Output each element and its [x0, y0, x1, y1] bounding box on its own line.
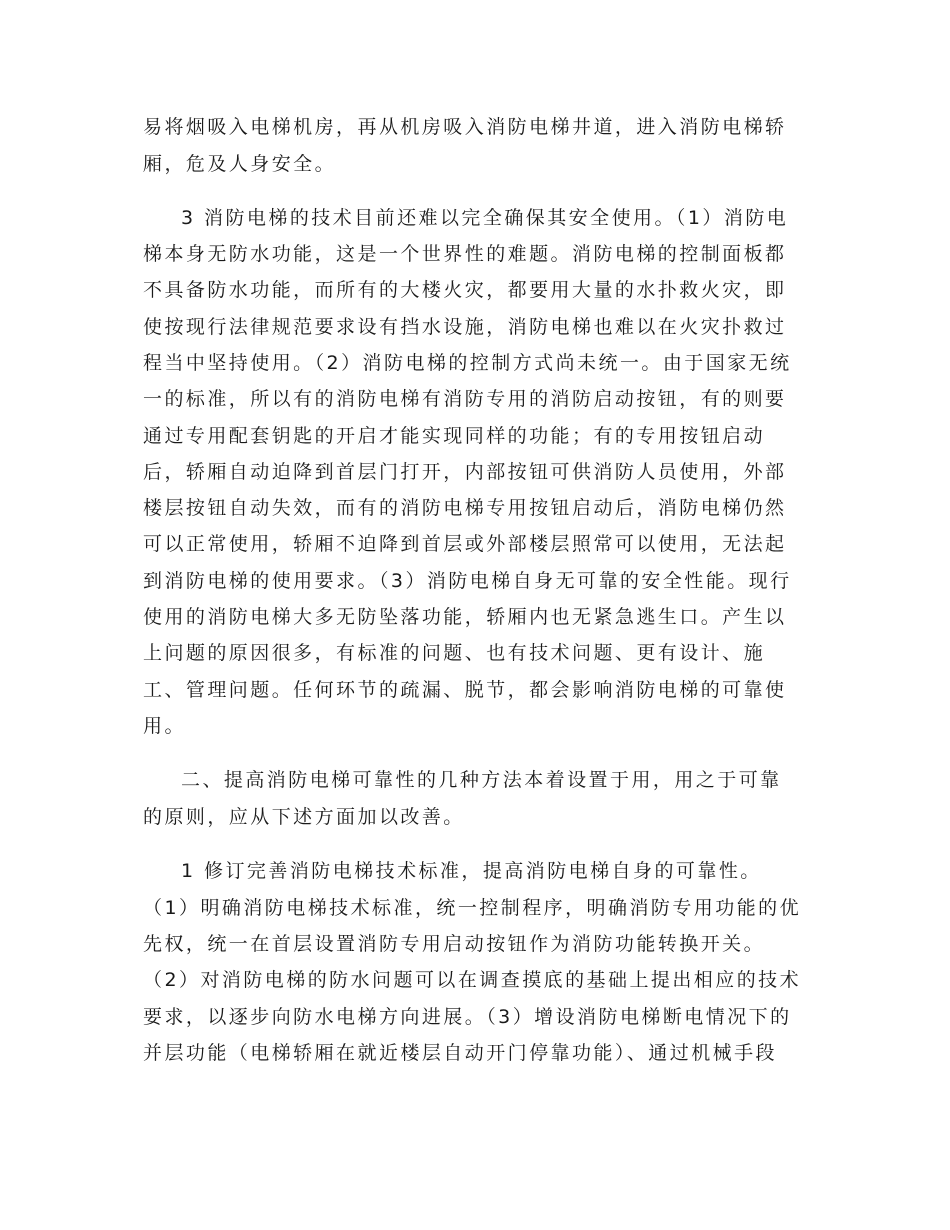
text-line: 先权，统一在首层设置消防专用启动按钮作为消防功能转换开关。 — [143, 933, 766, 955]
text-line: 二、提高消防电梯可靠性的几种方法本着设置于用，用之于可靠 — [181, 769, 782, 791]
text-line: 梯本身无防水功能，这是一个世界性的难题。消防电梯的控制面板都 — [143, 243, 787, 265]
text-line: 不具备防水功能，而所有的大楼火灾，都要用大量的水扑救火灾，即 — [143, 279, 787, 301]
text-line: 1 修订完善消防电梯技术标准，提高消防电梯自身的可靠性。 — [181, 860, 762, 882]
text-line: 后，轿厢自动迫降到首层门打开，内部按钮可供消防人员使用，外部 — [143, 461, 787, 483]
text-line: 并层功能（电梯轿厢在就近楼层自动开门停靠功能）、通过机械手段 — [143, 1042, 778, 1064]
text-line: 到消防电梯的使用要求。（3）消防电梯自身无可靠的安全性能。现行 — [143, 570, 792, 592]
text-line: 3 消防电梯的技术目前还难以完全确保其安全使用。（1）消防电 — [181, 207, 789, 229]
text-line: 可以正常使用，轿厢不迫降到首层或外部楼层照常可以使用，无法起 — [143, 533, 787, 555]
text-line: 程当中坚持使用。（2）消防电梯的控制方式尚未统一。由于国家无统 — [143, 352, 792, 374]
text-line: （1）明确消防电梯技术标准，统一控制程序，明确消防专用功能的优 — [143, 897, 802, 919]
text-line: 易将烟吸入电梯机房，再从机房吸入消防电梯井道，进入消防电梯轿 — [143, 116, 787, 138]
text-line: 一的标准，所以有的消防电梯有消防专用的消防启动按钮，有的则要 — [143, 388, 787, 410]
text-line: 上问题的原因很多，有标准的问题、也有技术问题、更有设计、施 — [143, 642, 766, 664]
text-line: 用。 — [143, 715, 186, 737]
text-line: 厢，危及人身安全。 — [143, 153, 337, 175]
text-line: 楼层按钮自动失效，而有的消防电梯专用按钮启动后，消防电梯仍然 — [143, 497, 787, 519]
text-line: 要求，以逐步向防水电梯方向进展。（3）增设消防电梯断电情况下的 — [143, 1006, 792, 1028]
text-line: 通过专用配套钥匙的开启才能实现同样的功能；有的专用按钮启动 — [143, 425, 766, 447]
text-line: 工、管理问题。任何环节的疏漏、脱节，都会影响消防电梯的可靠使 — [143, 679, 787, 701]
text-line: 使按现行法律规范要求设有挡水设施，消防电梯也难以在火灾扑救过 — [143, 316, 787, 338]
text-line: 使用的消防电梯大多无防坠落功能，轿厢内也无紧急逃生口。产生以 — [143, 606, 787, 628]
text-line: 的原则，应从下述方面加以改善。 — [143, 806, 465, 828]
text-line: （2）对消防电梯的防水问题可以在调查摸底的基础上提出相应的技术 — [143, 969, 802, 991]
